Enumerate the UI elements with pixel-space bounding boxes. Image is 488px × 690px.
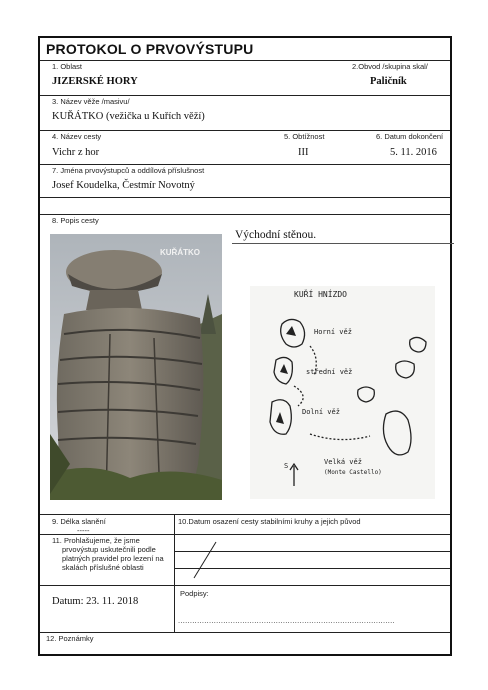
delka-label: 9. Délka slanění [52,517,106,526]
divider-vertical [174,514,175,585]
datum-dokonceni-value: 5. 11. 2016 [390,147,437,158]
obvod-label: 2.Obvod /skupina skal/ [352,62,428,71]
photo-caption: KUŘÁTKO [160,248,200,257]
popis-text: Východní stěnou. [235,229,317,241]
strike-slash [190,540,220,580]
sketch-monte: (Monte Castello) [324,469,382,476]
popis-underline [232,243,454,244]
cesta-label: 4. Název cesty [52,132,102,141]
prohlaseni-line-3: platných pravidel pro lezení na [62,554,164,563]
jmena-label: 7. Jména prvovýstupců a oddílová příslušnost [52,166,205,175]
divider [40,130,450,131]
oblast-label: 1. Oblast [52,62,83,71]
tower-photo [50,234,222,500]
datum-dokonceni-label: 6. Datum dokončení [376,132,444,141]
sketch-title: KUŘÍ HNÍZDO [294,290,347,299]
sketch-horni: Horní věž [314,328,352,336]
divider [40,514,450,515]
datum-value: Datum: 23. 11. 2018 [52,596,139,607]
prohlaseni-line-4: skalách příslušné oblasti [62,563,144,572]
jmena-value: Josef Koudelka, Čestmír Novotný [52,180,195,191]
divider-vertical [174,585,175,632]
divider [40,534,450,535]
sketch-dolni: Dolní věž [302,408,340,416]
vez-value: KUŘÁTKO (vežička u Kuřích věží) [52,111,205,122]
osazeni-label: 10.Datum osazení cesty stabilními kruhy a jejich původ [178,517,361,526]
obtiznost-value: III [298,147,309,158]
divider [40,632,450,633]
sketch-velka: Velká věž [324,458,362,466]
cesta-value: Vichr z hor [52,147,100,158]
form-title: PROTOKOL O PRVOVÝSTUPU [46,41,254,57]
divider [40,164,450,165]
divider [40,60,450,61]
prohlaseni-line-1: 11. Prohlašujeme, že jsme [52,536,140,545]
divider [40,197,450,198]
popis-label: 8. Popis cesty [52,216,99,225]
sketch-north: S [284,462,289,470]
podpisy-label: Podpisy: [180,589,209,598]
delka-value: ----- [77,526,90,535]
divider [40,214,450,215]
vez-label: 3. Název věže /masivu/ [52,97,130,106]
divider [40,585,450,586]
obvod-value: Paličník [370,76,407,87]
poznamky-label: 12. Poznámky [46,634,94,643]
prohlaseni-line-2: prvovýstup uskutečnili podle [62,545,156,554]
obtiznost-label: 5. Obtížnost [284,132,325,141]
route-sketch [250,286,435,499]
protocol-form [38,36,452,656]
divider [40,95,450,96]
podpisy-dots: ........................................................................................... [178,616,395,625]
oblast-value: JIZERSKÉ HORY [52,76,138,87]
sketch-stredni: střední věž [306,368,353,376]
